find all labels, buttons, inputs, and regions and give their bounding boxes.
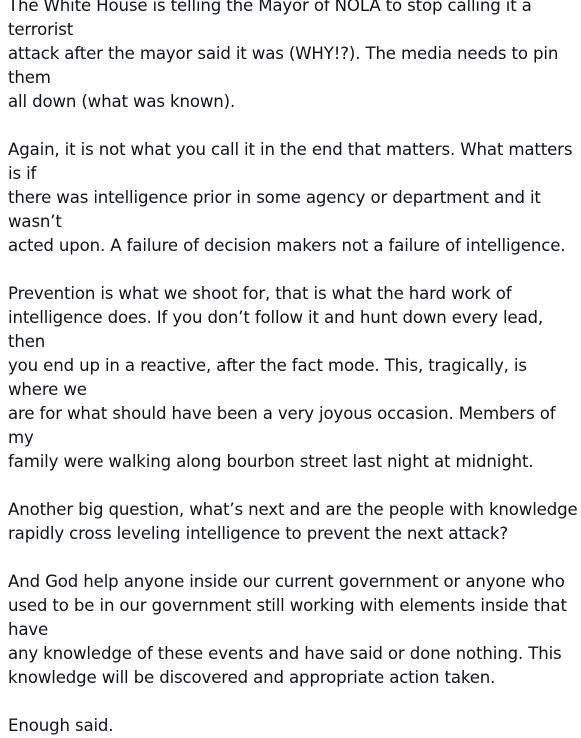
paragraph-spacer — [8, 546, 581, 570]
post-paragraph-4: Another big question, what’s next and are the people with knowledge rapidly cross leveling intelligence to prevent the next attack? — [8, 500, 578, 543]
post-paragraph-6: Enough said. — [8, 716, 114, 735]
paragraph-spacer — [8, 474, 581, 498]
paragraph-spacer — [8, 690, 581, 714]
paragraph-spacer — [8, 258, 581, 282]
post-paragraph-3: Prevention is what we shoot for, that is what the hard work of intelligence does. If you don’t follow it and hunt down every lead, then you end up in a reactive, after the fact mode. This, tragically, is where we are for what should have been a very joyous occasion. Members of my family were walking along bourbon street last night at midnight. — [8, 284, 556, 471]
post-paragraph-1: The White House is telling the Mayor of NOLA to stop calling it a terrorist attack after the mayor said it was (WHY!?). The media needs to pin them all down (what was known). — [8, 0, 559, 111]
post-paragraph-5: And God help anyone inside our current government or anyone who used to be in our government still working with elements inside that have any knowledge of these events and have said or done nothing. This knowledge will be discovered and appropriate action taken. — [8, 572, 567, 687]
post-paragraph-2: Again, it is not what you call it in the end that matters. What matters is if there was intelligence prior in some agency or department and it wasn’t acted upon. A failure of decision makers not a failure of intelligence. — [8, 140, 573, 255]
paragraph-spacer — [8, 114, 581, 138]
